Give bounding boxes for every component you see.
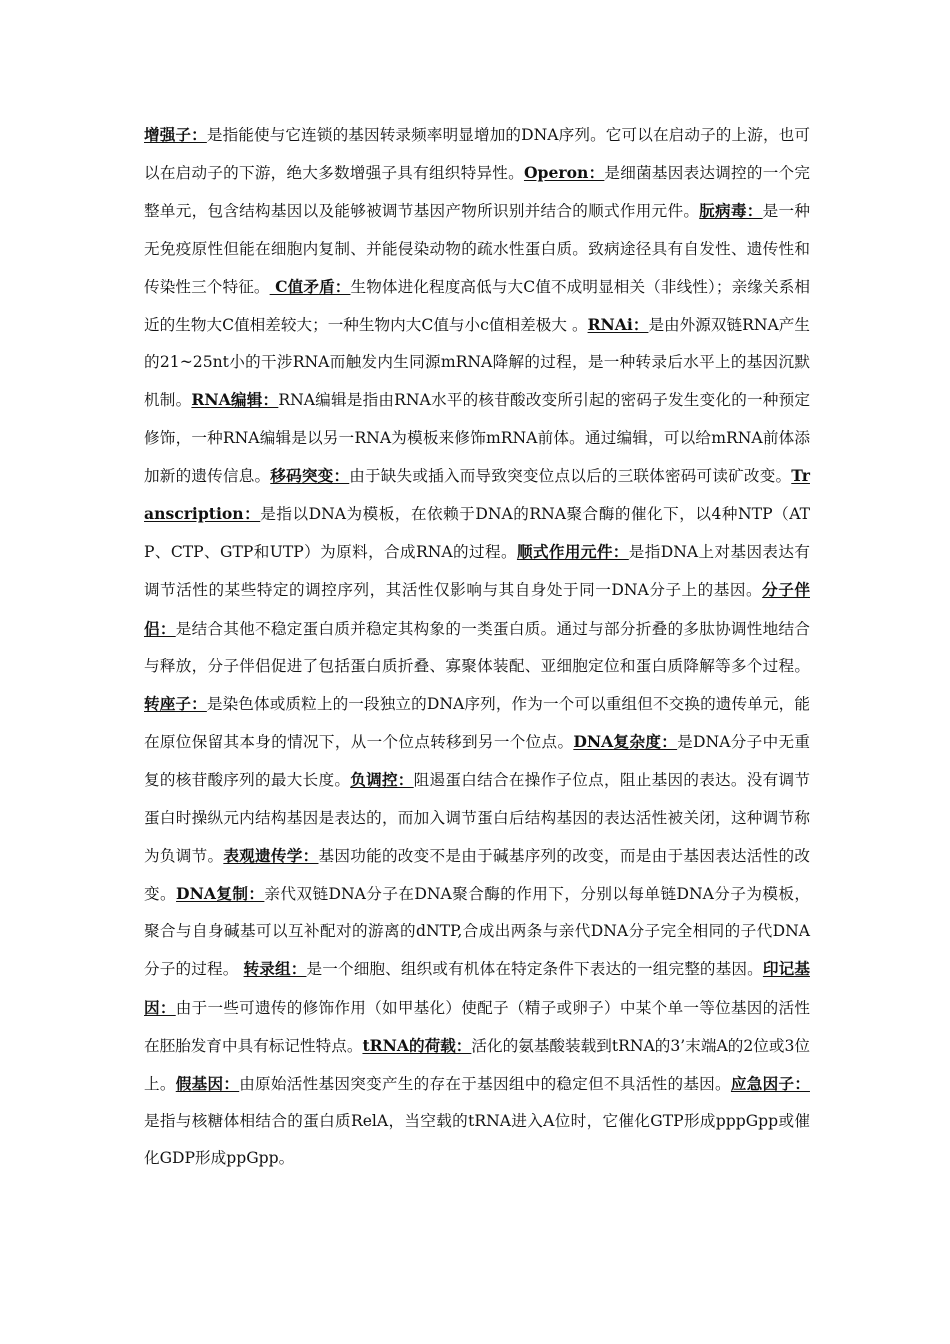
- term-operon: Operon：: [523, 163, 605, 183]
- definition-rnai: 是由外源双链RNA产生的21~25nt小的干涉RNA而触发内生同源mRNA降解的过程，是一种转录后水平上的基因沉默机制。: [144, 316, 810, 410]
- term-molecular-chaperone: 分子伴侣：: [144, 580, 810, 638]
- definition-stringent-factor: 是指与核糖体相结合的蛋白质RelA，当空载的tRNA进入A位时，它催化GTP形成pppGpp或催化GDP形成ppGpp。: [144, 1112, 810, 1168]
- definition-pseudogene: 由原始活性基因突变产生的存在于基因组中的稳定但不具活性的基因。: [239, 1075, 731, 1094]
- definition-cis-acting-element: 是指DNA上对基因表达有调节活性的某些特定的调控序列，其活性仅影响与其自身处于同一DNA分子上的基因。: [144, 543, 810, 600]
- term-rnai: RNAi：: [587, 315, 649, 335]
- term-c-value-paradox: C值矛盾：: [269, 276, 351, 296]
- term-rna-editing: RNA编辑：: [191, 390, 279, 410]
- definition-transcription: 是指以DNA为模板，在依赖于DNA的RNA聚合酶的催化下，以4种NTP（ATP、CTP、GTP和UTP）为原料，合成RNA的过程。: [144, 505, 811, 562]
- term-dna-complexity: DNA复杂度：: [573, 732, 678, 752]
- term-transcriptome: 转录组：: [243, 959, 307, 979]
- term-imprinted-gene: 印记基因：: [144, 959, 810, 1017]
- definition-epigenetics: 基因功能的改变不是由于碱基序列的改变，而是由于基因表达活性的改变。: [144, 846, 810, 904]
- definition-operon: 是细菌基因表达调控的一个完整单元，包含结构基因以及能够被调节基因产物所识别并结合的顺式作用元件。: [144, 164, 810, 221]
- term-pseudogene: 假基因：: [175, 1074, 240, 1094]
- definition-negative-regulation: 阻遏蛋白结合在操作子位点，阻止基因的表达。没有调节蛋白时操纵元内结构基因是表达的，而加入调节蛋白后结构基因的表达活性被关闭，这种调节称为负调节。: [144, 771, 810, 865]
- definition-molecular-chaperone: 是结合其他不稳定蛋白质并稳定其构象的一类蛋白质。通过与部分折叠的多肽协调性地结合与释放，分子伴侣促进了包括蛋白质折叠、寡聚体装配、亚细胞定位和蛋白质降解等多个过程。: [144, 619, 810, 675]
- definition-imprinted-gene: 由于一些可遗传的修饰作用（如甲基化）使配子（精子或卵子）中某个单一等位基因的活性在胚胎发育中具有标记性特点。: [144, 998, 810, 1055]
- term-dna-replication: DNA复制：: [176, 884, 265, 904]
- definition-frameshift-mutation: 由于缺失或插入而导致突变位点以后的三联体密码可读矿改变。: [349, 466, 792, 485]
- glossary-paragraph: [144, 116, 810, 1178]
- definition-transposon: 是染色体或质粒上的一段独立的DNA序列，作为一个可以重组但不交换的遗传单元，能在原位保留其本身的情况下，从一个位点转移到另一个位点。: [144, 695, 810, 752]
- term-trna-charging: tRNA的荷载：: [362, 1035, 472, 1055]
- term-epigenetics: 表观遗传学：: [223, 845, 319, 865]
- definition-dna-replication: 亲代双链DNA分子在DNA聚合酶的作用下，分别以每单链DNA分子为模板，聚合与自身碱基可以互补配对的游离的dNTP,合成出两条与亲代DNA分子完全相同的子代DNA分子的过程。: [144, 885, 810, 979]
- definition-trna-charging: 活化的氨基酸装载到tRNA的3’末端A的2位或3位上。: [144, 1036, 810, 1094]
- term-negative-regulation: 负调控：: [350, 770, 414, 790]
- definition-transcriptome: 是一个细胞、组织或有机体在特定条件下表达的一组完整的基因。: [306, 960, 763, 979]
- definition-prion: 是一种无免疫原性但能在细胞内复制、并能侵染动物的疏水性蛋白质。致病途径具有自发性、遗传性和传染性三个特征。: [144, 202, 810, 296]
- term-frameshift-mutation: 移码突变：: [270, 465, 350, 485]
- term-enhancer: 增强子：: [144, 125, 207, 144]
- definition-c-value-paradox: 生物体进化程度高低与大C值不成明显相关（非线性）；亲缘关系相近的生物大C值相差较大；一种生物内大C值与小c值相差极大 。: [144, 277, 810, 335]
- term-cis-acting-element: 顺式作用元件：: [516, 542, 629, 562]
- term-prion: 朊病毒：: [699, 201, 763, 221]
- definition-enhancer: 是指能使与它连锁的基因转录频率明显增加的DNA序列。它可以在启动子的上游，也可以在启动子的下游，绝大多数增强子具有组织特异性。: [144, 126, 810, 183]
- term-transcription: Transcription：: [144, 465, 810, 524]
- term-transposon: 转座子：: [144, 694, 207, 714]
- definition-rna-editing: RNA编辑是指由RNA水平的核苷酸改变所引起的密码子发生变化的一种预定修饰，一种RNA编辑是以另一RNA为模板来修饰mRNA前体。通过编辑，可以给mRNA前体添加新的遗传信息。: [144, 391, 810, 485]
- definition-dna-complexity: 是DNA分子中无重复的核苷酸序列的最大长度。: [144, 733, 810, 790]
- term-stringent-factor: 应急因子：: [730, 1074, 810, 1094]
